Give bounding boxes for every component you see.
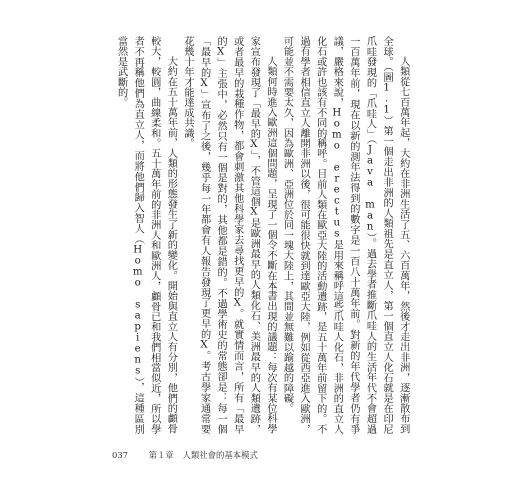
paragraph-2: 人類何時進入歐洲這個問題，呈現了一個令不斷在本書出現的議題：每次有某位科學家宣布發現了「最早的X」，不管這個X是歐洲最早的人類化石、美洲最早的人類遺跡，或者最早的栽種作物，都會刺激其他科學家去尋找更早的X。就實情而言，所有「最早的X」主張中，必然只有一個是對的，其他都是錯的。不過學術史的常態卻是：每一個「最早的X」宣布了之後，幾乎每一年都會有人報告發現了更早的X。考古學家通常要花幾十年才能達成共識。 bbox=[181, 36, 276, 434]
paragraph-3: 大約在五十萬年前，人類的形態發生了新的變化。開始與直立人有分別，他們的顱骨較大，較圓，曲線柔和。五十萬年前的非洲人和歐洲人，顱骨已和我們相當似近，所以學者不再稱他們為直立人，而將他們歸入智人（Homo sapiens），這種區別當然是武斷的。 bbox=[115, 36, 177, 434]
body-text-block bbox=[112, 36, 434, 434]
paragraph-1: 人類從七百萬年起，大約在非洲生活了五、六百萬年，然後才走出非洲，逐漸散布到全球。（圖1.1）第一個走出非洲的人類祖先是直立人，第一個直立人化石就是在印尼爪哇發現的「爪哇人」（Java man）。過去學者推斷爪哇人的生活年代不會超過一百萬年前，現在以新的測年法得到的數字是一百八十萬年前。對新的年代學者仍有爭議，嚴格來說，Homo erectus是用來稱呼這些爪哇人化石，非洲的直立人化石或許也該有不同的稱呼。目前人類在歐亞大陸的活動遺跡，是五十萬年前留下的。不過有學者相信直立人離開非洲以後，很可能很快就到達歐亞大陸，例如從西亞進入歐洲，可能並不需要太久，因為歐洲、亞洲位於同一塊大陸上，其間並無難以踰越的障礙。 bbox=[281, 36, 409, 434]
vertical-text-column bbox=[112, 36, 411, 434]
chapter-label: 第１章 bbox=[148, 450, 174, 460]
page-footer bbox=[112, 448, 434, 462]
chapter-title: 人類社會的基本模式 bbox=[182, 450, 258, 460]
page-number: 037 bbox=[112, 450, 128, 460]
